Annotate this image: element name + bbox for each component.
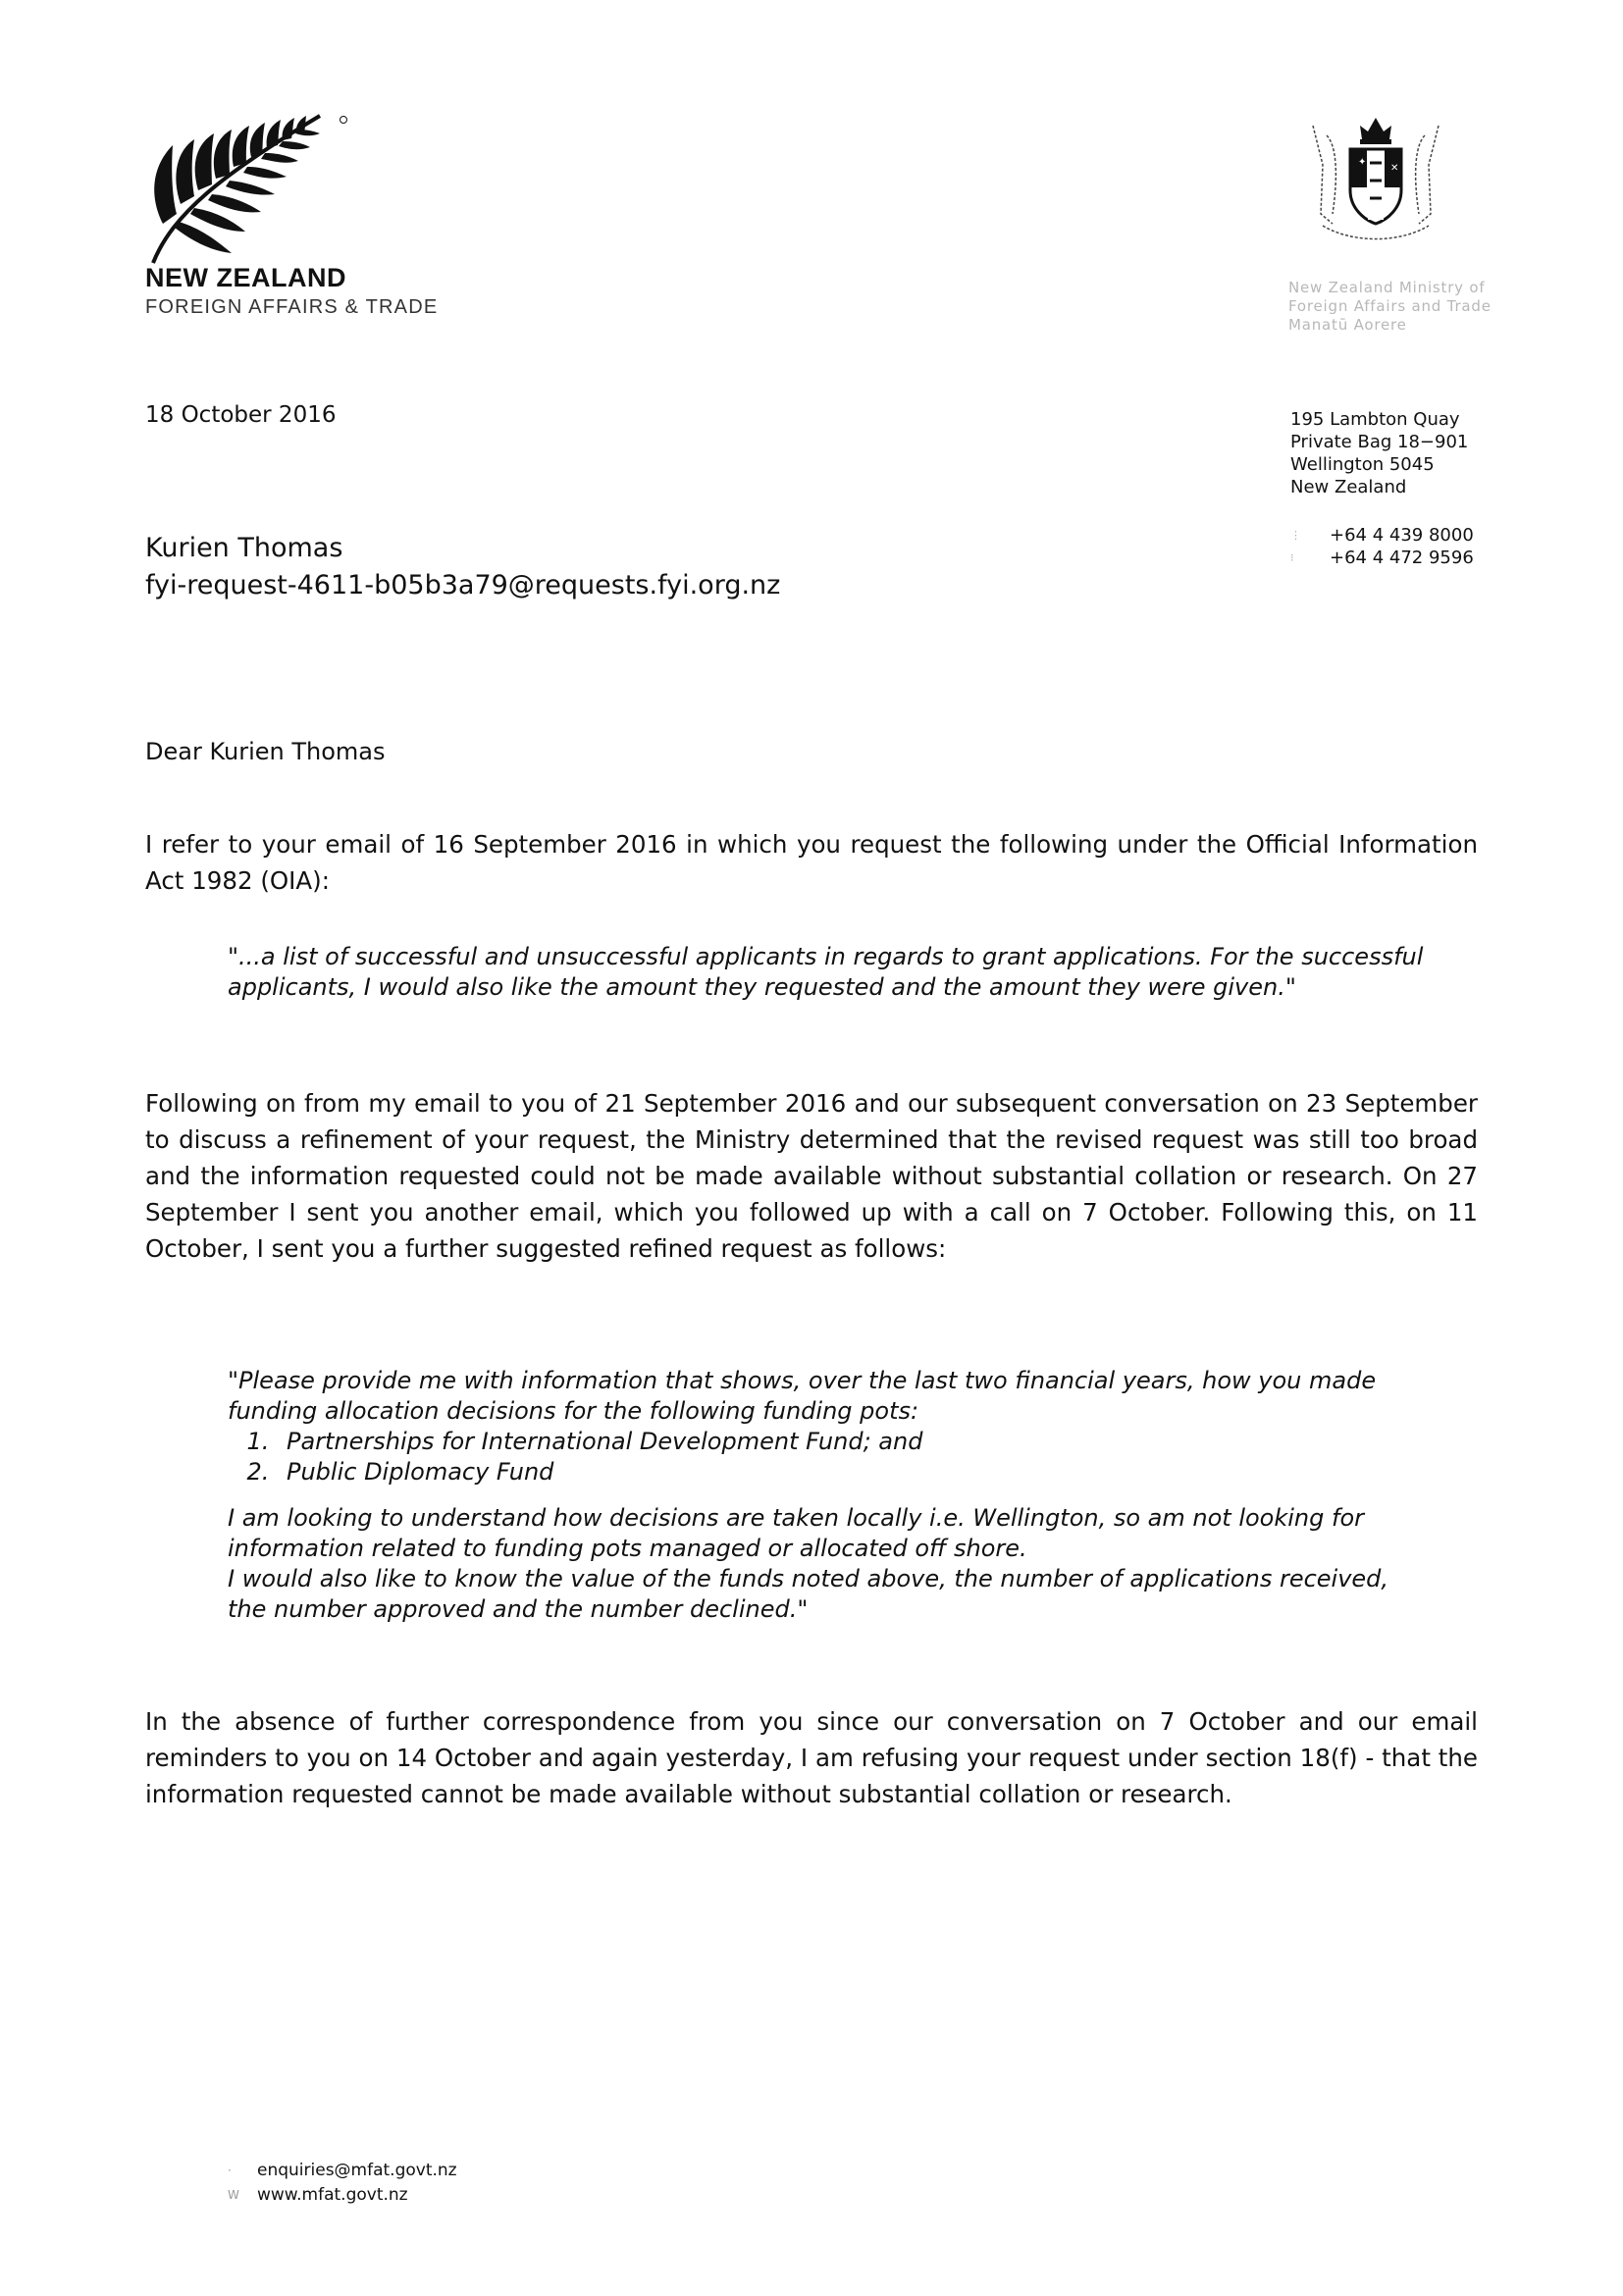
- funding-pot-item: 2. Public Diplomacy Fund: [277, 1457, 1435, 1487]
- paragraph-2: Following on from my email to you of 21 September 2016 and our subsequent conversation on 23 September to discuss a refinement of your request, the Ministry determined that the revised request was still too broad and the information requested could not be made available without substantial collation or research. On 27 September I sent you another email, which you followed up with a call on 7 October. Following this, on 11 October, I sent you a further suggested refined request as follows:: [145, 1089, 1478, 1263]
- footer-website[interactable]: www.mfat.govt.nz: [257, 2185, 408, 2205]
- address-block: [1290, 408, 1468, 498]
- recipient-name: Kurien Thomas: [145, 533, 343, 563]
- svg-text:✕: ✕: [1390, 163, 1399, 174]
- fax-number: +64 4 472 9596: [1330, 548, 1474, 568]
- quote-intro: "Please provide me with information that shows, over the last two financial years, how you made funding allocation decisions for the following funding pots:: [228, 1367, 1377, 1425]
- address-line: 195 Lambton Quay: [1290, 409, 1460, 430]
- nz-coat-of-arms-icon: [1293, 106, 1458, 249]
- svg-text:✦: ✦: [1358, 157, 1367, 168]
- salutation: Dear Kurien Thomas: [145, 738, 386, 765]
- phone-block: [1290, 524, 1474, 569]
- org-name: NEW ZEALAND: [145, 263, 346, 292]
- letter-date: 18 October 2016: [145, 402, 337, 428]
- funding-pot-list: [228, 1427, 1435, 1487]
- crest-caption-line-3: Manatū Aorere: [1288, 316, 1407, 334]
- quote-refined-request: [228, 1366, 1435, 1625]
- org-subtitle: FOREIGN AFFAIRS & TRADE: [145, 296, 439, 318]
- phone-number: +64 4 439 8000: [1330, 525, 1474, 546]
- quote-original-request: "...a list of successful and unsuccessful applicants in regards to grant applications. For the successful applicants, I would also like the amount they requested and the amount they were given.": [228, 943, 1424, 1001]
- crest-caption-line-2: Foreign Affairs and Trade: [1288, 297, 1492, 315]
- recipient-email[interactable]: fyi-request-4611-b05b3a79@requests.fyi.org.nz: [145, 570, 781, 600]
- recipient-block: [145, 530, 780, 604]
- paragraph-3: In the absence of further correspondence from you since our conversation on 7 October and our email reminders to you on 14 October and again yesterday, I am refusing your request under section 18(f) - that the information requested cannot be made available without substantial collation or research.: [145, 1707, 1478, 1808]
- footer-email[interactable]: enquiries@mfat.govt.nz: [257, 2161, 457, 2180]
- address-line: New Zealand: [1290, 477, 1407, 497]
- email-icon: ·: [228, 2164, 232, 2177]
- phone-icon: ⋮: [1290, 529, 1301, 542]
- silver-fern-icon: [143, 106, 349, 265]
- address-line: Private Bag 18−901: [1290, 432, 1469, 452]
- fax-icon: ⁝: [1290, 551, 1294, 564]
- paragraph-1: I refer to your email of 16 September 2016 in which you request the following under the Official Information Act 1982 (OIA):: [145, 830, 1478, 895]
- quote-para-a: I am looking to understand how decisions are taken locally i.e. Wellington, so am not looking for information related to funding pots managed or allocated off shore.: [228, 1504, 1364, 1562]
- funding-pot-item: 1. Partnerships for International Development Fund; and: [277, 1427, 1435, 1457]
- quote-para-b: I would also like to know the value of the funds noted above, the number of applications received, the number approved and the number declined.": [228, 1565, 1389, 1623]
- footer-contact: [228, 2159, 457, 2208]
- crest-caption-line-1: New Zealand Ministry of: [1288, 279, 1486, 296]
- address-line: Wellington 5045: [1290, 454, 1435, 475]
- web-icon: W: [228, 2188, 239, 2202]
